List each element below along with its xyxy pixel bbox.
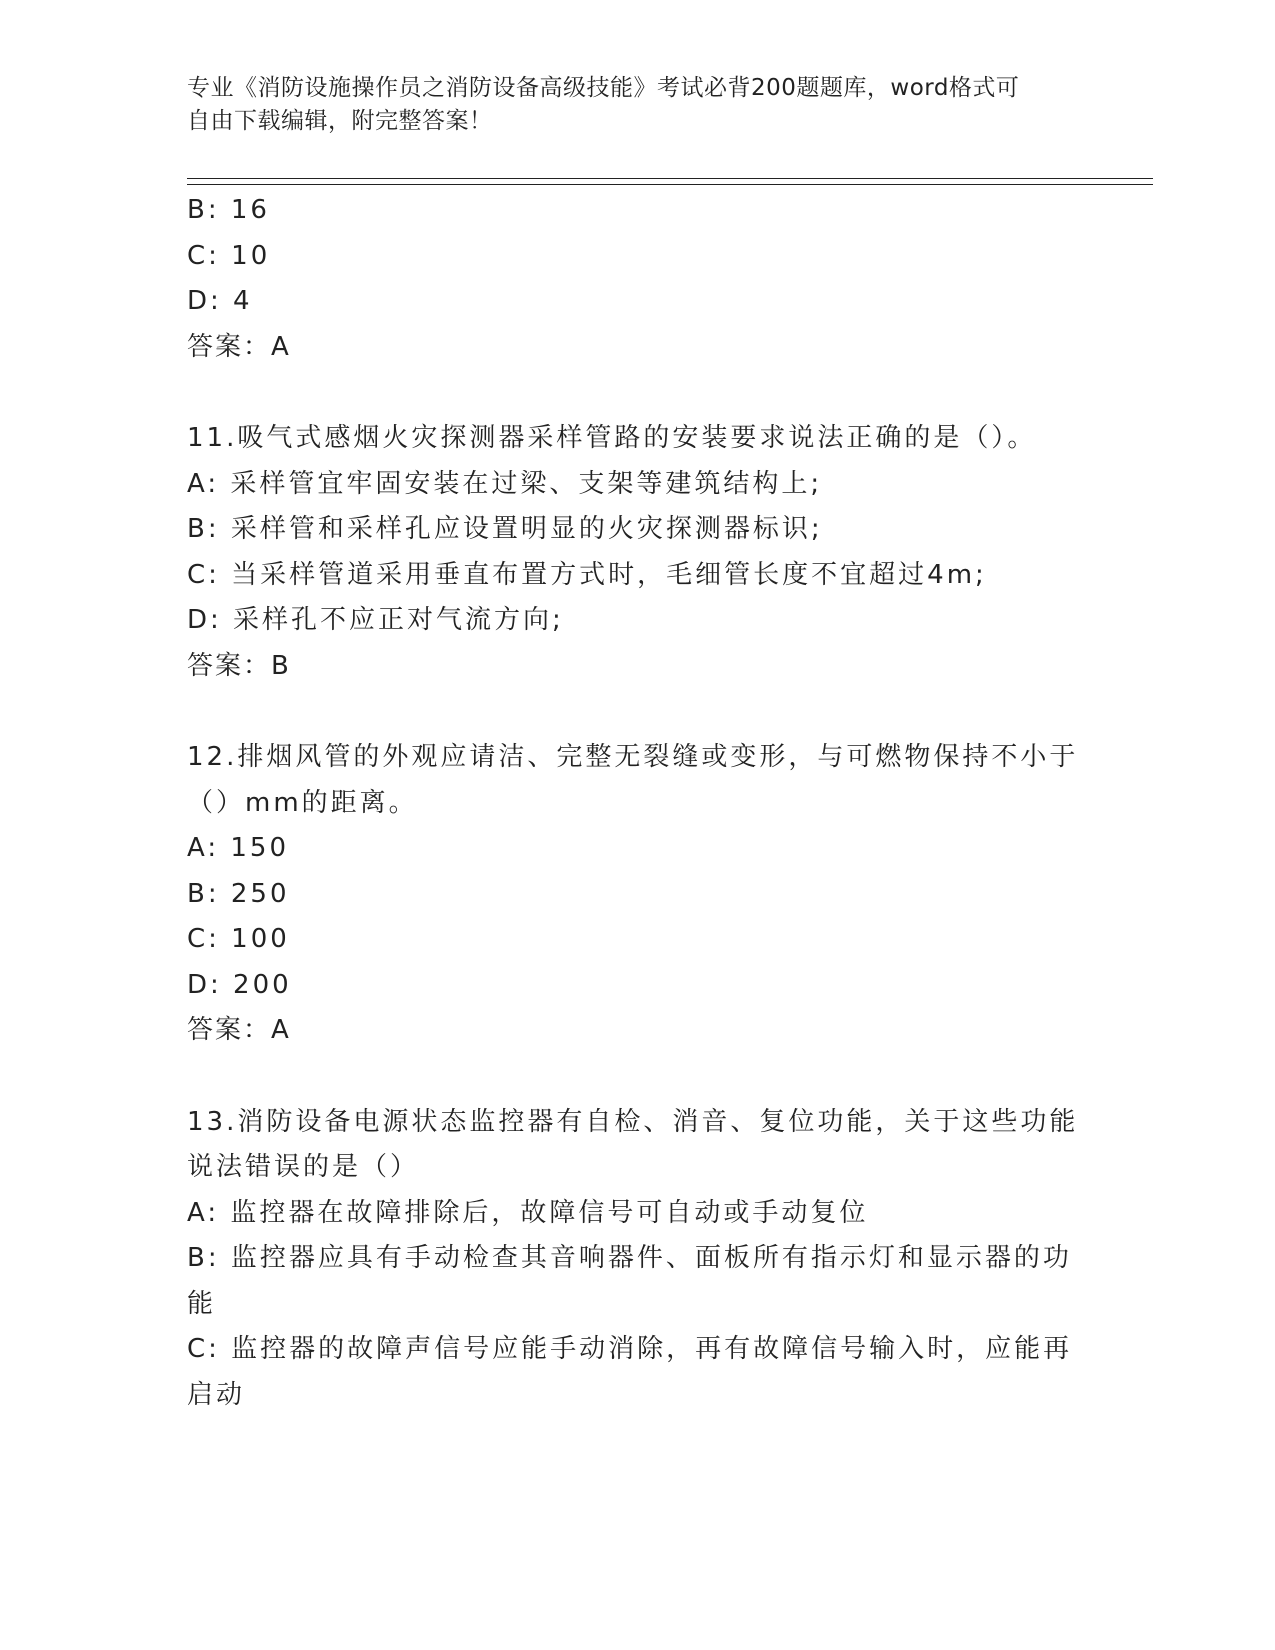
question-text-line-2: （）mm的距离。 bbox=[187, 787, 418, 818]
option-b-line-1: B: 监控器应具有手动检查其音响器件、面板所有指示灯和显示器的功 bbox=[187, 1243, 1072, 1273]
question-text-line-1: 13.消防设备电源状态监控器有自检、消音、复位功能，关于这些功能 bbox=[187, 1106, 1079, 1137]
question-text-line-2: 说法错误的是（） bbox=[187, 1152, 420, 1182]
question-10-tail bbox=[187, 188, 1077, 370]
option-b-line-2: 能 bbox=[187, 1288, 217, 1319]
answer-line: 答案：B bbox=[187, 650, 291, 681]
option-c-line-1: C: 监控器的故障声信号应能手动消除，再有故障信号输入时，应能再 bbox=[187, 1334, 1073, 1364]
option-c-line-2: 启动 bbox=[187, 1379, 246, 1410]
answer-line: 答案：A bbox=[187, 1015, 291, 1045]
option-a: A: 采样管宜牢固安装在过梁、支架等建筑结构上; bbox=[187, 468, 823, 499]
option-a: A: 150 bbox=[187, 833, 289, 863]
question-text-line-1: 12.排烟风管的外观应请洁、完整无裂缝或变形，与可燃物保持不小于 bbox=[187, 742, 1079, 772]
option-d: D: 4 bbox=[187, 286, 253, 316]
question-11 bbox=[187, 416, 1077, 689]
option-d: D: 200 bbox=[187, 969, 292, 1000]
option-c: C: 当采样管道采用垂直布置方式时，毛细管长度不宜超过4m; bbox=[187, 559, 987, 590]
header-line-1: 专业《消防设施操作员之消防设备高级技能》考试必背200题题库，word格式可 bbox=[187, 75, 1020, 101]
option-a: A: 监控器在故障排除后，故障信号可自动或手动复位 bbox=[187, 1197, 869, 1228]
option-c: C: 10 bbox=[187, 240, 271, 271]
option-b: B: 16 bbox=[187, 195, 270, 225]
option-c: C: 100 bbox=[187, 924, 290, 954]
document-body bbox=[187, 188, 1077, 1418]
option-b: B: 采样管和采样孔应设置明显的火灾探测器标识; bbox=[187, 514, 823, 544]
option-b: B: 250 bbox=[187, 878, 290, 909]
question-12 bbox=[187, 735, 1077, 1054]
header-double-rule bbox=[187, 178, 1153, 185]
document-header bbox=[187, 72, 1087, 138]
question-13 bbox=[187, 1100, 1077, 1419]
answer-line: 答案：A bbox=[187, 331, 291, 362]
header-line-2: 自由下载编辑，附完整答案！ bbox=[187, 108, 493, 134]
question-text: 11.吸气式感烟火灾探测器采样管路的安装要求说法正确的是（）。 bbox=[187, 423, 1037, 453]
option-d: D: 采样孔不应正对气流方向; bbox=[187, 605, 564, 635]
